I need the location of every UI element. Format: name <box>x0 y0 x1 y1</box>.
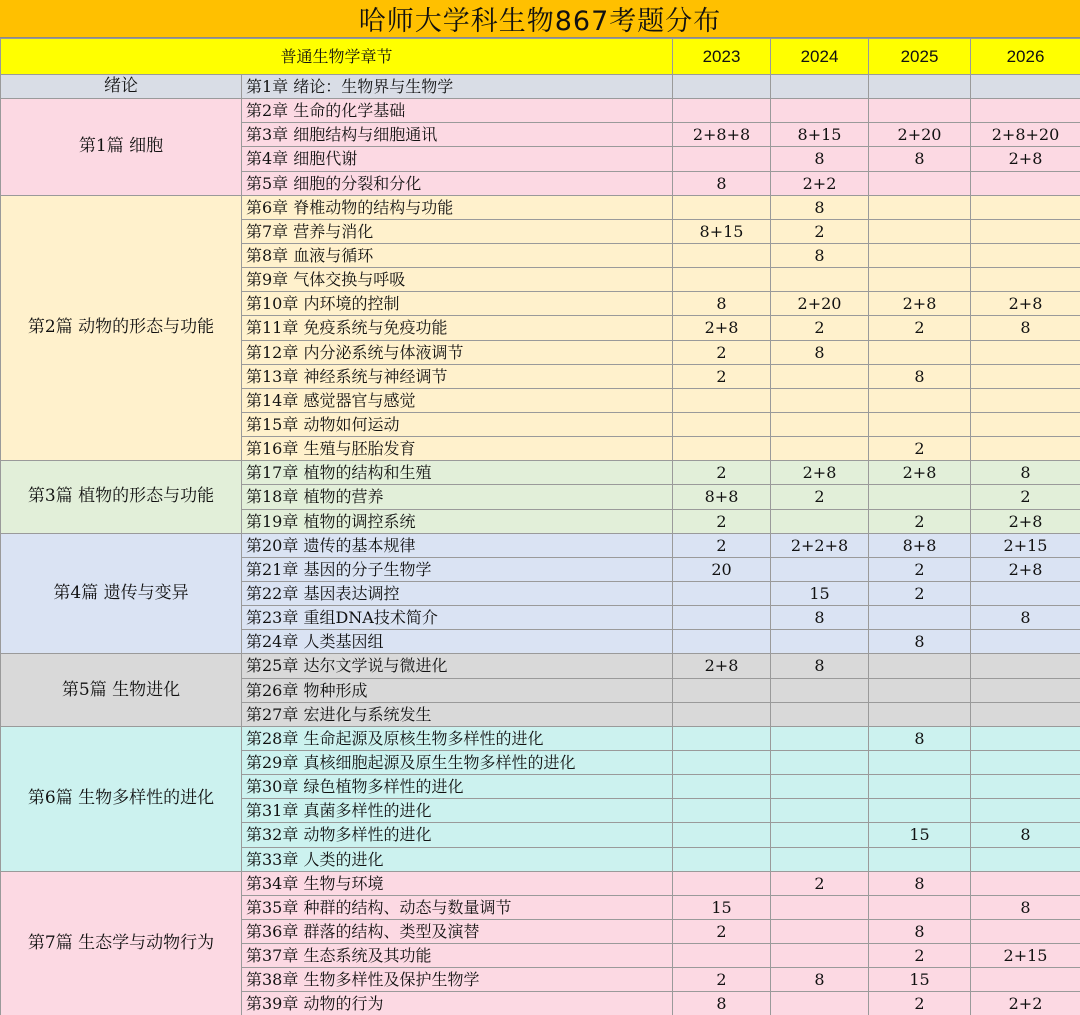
score-cell-2023 <box>673 99 771 123</box>
score-cell-2025 <box>869 388 971 412</box>
chapter-cell: 第25章 达尔文学说与微进化 <box>242 654 673 678</box>
score-cell-2025: 8 <box>869 630 971 654</box>
score-cell-2025: 2 <box>869 992 971 1015</box>
score-cell-2023 <box>673 147 771 171</box>
score-cell-2026 <box>971 678 1080 702</box>
score-cell-2026 <box>971 919 1080 943</box>
score-cell-2025: 2+8 <box>869 292 971 316</box>
score-cell-2026: 8 <box>971 461 1080 485</box>
score-cell-2024: 2+2 <box>771 171 869 195</box>
score-cell-2024 <box>771 895 869 919</box>
score-cell-2025: 8+8 <box>869 533 971 557</box>
score-cell-2024: 2 <box>771 871 869 895</box>
score-cell-2024: 8 <box>771 195 869 219</box>
score-cell-2023: 2+8 <box>673 654 771 678</box>
score-cell-2023 <box>673 195 771 219</box>
score-cell-2023 <box>673 243 771 267</box>
chapter-cell: 第2章 生命的化学基础 <box>242 99 673 123</box>
score-cell-2026 <box>971 75 1080 99</box>
part-name-cell: 第7篇 生态学与动物行为 <box>1 871 242 1015</box>
score-cell-2023 <box>673 581 771 605</box>
score-cell-2023: 2 <box>673 364 771 388</box>
score-cell-2025 <box>869 678 971 702</box>
score-cell-2023 <box>673 437 771 461</box>
score-cell-2026 <box>971 219 1080 243</box>
score-cell-2023 <box>673 944 771 968</box>
chapter-cell: 第19章 植物的调控系统 <box>242 509 673 533</box>
score-cell-2025: 8 <box>869 147 971 171</box>
score-cell-2023: 2 <box>673 461 771 485</box>
score-cell-2026 <box>971 799 1080 823</box>
score-cell-2025 <box>869 171 971 195</box>
table-row <box>1 871 1080 895</box>
score-cell-2026 <box>971 268 1080 292</box>
score-cell-2024: 8 <box>771 968 869 992</box>
table-row <box>1 75 1080 99</box>
chapter-cell: 第20章 遗传的基本规律 <box>242 533 673 557</box>
score-cell-2023 <box>673 799 771 823</box>
score-cell-2023: 2+8 <box>673 316 771 340</box>
score-cell-2023: 2+8+8 <box>673 123 771 147</box>
score-cell-2026: 2+8 <box>971 557 1080 581</box>
chapter-cell: 第16章 生殖与胚胎发育 <box>242 437 673 461</box>
score-cell-2024: 2+2+8 <box>771 533 869 557</box>
chapter-cell: 第3章 细胞结构与细胞通讯 <box>242 123 673 147</box>
score-cell-2025 <box>869 243 971 267</box>
chapter-cell: 第17章 植物的结构和生殖 <box>242 461 673 485</box>
part-name-cell: 第3篇 植物的形态与功能 <box>1 461 242 533</box>
score-cell-2023 <box>673 388 771 412</box>
chapter-cell: 第34章 生物与环境 <box>242 871 673 895</box>
chapter-cell: 第28章 生命起源及原核生物多样性的进化 <box>242 726 673 750</box>
score-cell-2025 <box>869 606 971 630</box>
chapter-cell: 第4章 细胞代谢 <box>242 147 673 171</box>
chapter-cell: 第9章 气体交换与呼吸 <box>242 268 673 292</box>
score-cell-2025: 2+8 <box>869 461 971 485</box>
score-cell-2025: 2 <box>869 944 971 968</box>
chapter-cell: 第24章 人类基因组 <box>242 630 673 654</box>
score-cell-2026: 2+8 <box>971 509 1080 533</box>
score-cell-2024 <box>771 944 869 968</box>
score-cell-2026 <box>971 581 1080 605</box>
score-cell-2024 <box>771 412 869 436</box>
score-cell-2026: 2+8 <box>971 147 1080 171</box>
score-cell-2023: 15 <box>673 895 771 919</box>
score-cell-2024: 8 <box>771 340 869 364</box>
score-cell-2023 <box>673 726 771 750</box>
score-cell-2025 <box>869 75 971 99</box>
year-header-2024: 2024 <box>771 39 869 75</box>
part-name-cell: 第4篇 遗传与变异 <box>1 533 242 654</box>
score-cell-2025: 8 <box>869 919 971 943</box>
score-cell-2023: 2 <box>673 533 771 557</box>
score-cell-2026: 2+2 <box>971 992 1080 1015</box>
chapter-cell: 第11章 免疫系统与免疫功能 <box>242 316 673 340</box>
score-cell-2025 <box>869 847 971 871</box>
score-cell-2026 <box>971 702 1080 726</box>
chapter-cell: 第38章 生物多样性及保护生物学 <box>242 968 673 992</box>
score-cell-2024 <box>771 750 869 774</box>
header-row <box>1 39 1080 75</box>
score-cell-2024 <box>771 388 869 412</box>
score-cell-2023: 2 <box>673 509 771 533</box>
score-cell-2025: 2+20 <box>869 123 971 147</box>
score-cell-2026: 8 <box>971 823 1080 847</box>
score-cell-2023: 2 <box>673 968 771 992</box>
score-cell-2025 <box>869 412 971 436</box>
score-cell-2026: 8 <box>971 895 1080 919</box>
score-cell-2025 <box>869 775 971 799</box>
score-cell-2026 <box>971 726 1080 750</box>
score-cell-2024 <box>771 364 869 388</box>
score-cell-2024 <box>771 775 869 799</box>
part-name-cell: 第1篇 细胞 <box>1 99 242 196</box>
chapter-cell: 第39章 动物的行为 <box>242 992 673 1015</box>
table-row <box>1 99 1080 123</box>
score-cell-2026 <box>971 388 1080 412</box>
score-cell-2025: 2 <box>869 437 971 461</box>
chapter-cell: 第29章 真核细胞起源及原生生物多样性的进化 <box>242 750 673 774</box>
chapter-cell: 第7章 营养与消化 <box>242 219 673 243</box>
score-cell-2025: 15 <box>869 968 971 992</box>
table-row <box>1 726 1080 750</box>
score-cell-2025: 8 <box>869 871 971 895</box>
score-cell-2024: 8+15 <box>771 123 869 147</box>
score-cell-2025: 2 <box>869 316 971 340</box>
score-cell-2026 <box>971 437 1080 461</box>
score-cell-2023 <box>673 412 771 436</box>
score-cell-2024: 15 <box>771 581 869 605</box>
chapter-cell: 第12章 内分泌系统与体液调节 <box>242 340 673 364</box>
table-body <box>1 75 1080 1015</box>
score-cell-2024 <box>771 99 869 123</box>
chapter-cell: 第23章 重组DNA技术简介 <box>242 606 673 630</box>
score-cell-2026 <box>971 99 1080 123</box>
chapter-cell: 第26章 物种形成 <box>242 678 673 702</box>
score-cell-2023: 8 <box>673 992 771 1015</box>
score-cell-2026: 8 <box>971 316 1080 340</box>
score-cell-2023: 8 <box>673 292 771 316</box>
score-cell-2024 <box>771 75 869 99</box>
score-cell-2026: 2+15 <box>971 944 1080 968</box>
score-cell-2026 <box>971 775 1080 799</box>
score-cell-2023 <box>673 606 771 630</box>
score-cell-2026 <box>971 412 1080 436</box>
chapter-cell: 第13章 神经系统与神经调节 <box>242 364 673 388</box>
score-cell-2025 <box>869 895 971 919</box>
score-cell-2026: 8 <box>971 606 1080 630</box>
score-cell-2023 <box>673 750 771 774</box>
score-cell-2023 <box>673 630 771 654</box>
chapter-cell: 第14章 感觉器官与感觉 <box>242 388 673 412</box>
chapter-cell: 第36章 群落的结构、类型及演替 <box>242 919 673 943</box>
part-name-cell: 绪论 <box>1 75 242 99</box>
score-cell-2025 <box>869 268 971 292</box>
score-cell-2025 <box>869 99 971 123</box>
chapter-cell: 第5章 细胞的分裂和分化 <box>242 171 673 195</box>
score-cell-2024: 8 <box>771 243 869 267</box>
score-cell-2025 <box>869 485 971 509</box>
score-cell-2025: 15 <box>869 823 971 847</box>
score-cell-2023 <box>673 75 771 99</box>
score-cell-2025 <box>869 654 971 678</box>
table-row <box>1 533 1080 557</box>
part-name-cell: 第6篇 生物多样性的进化 <box>1 726 242 871</box>
chapter-cell: 第6章 脊椎动物的结构与功能 <box>242 195 673 219</box>
score-cell-2024 <box>771 919 869 943</box>
score-cell-2026: 2 <box>971 485 1080 509</box>
score-cell-2025 <box>869 799 971 823</box>
score-cell-2026 <box>971 364 1080 388</box>
score-cell-2025 <box>869 195 971 219</box>
year-header-2026: 2026 <box>971 39 1080 75</box>
chapter-cell: 第8章 血液与循环 <box>242 243 673 267</box>
score-cell-2025: 2 <box>869 581 971 605</box>
chapter-header: 普通生物学章节 <box>1 39 673 75</box>
exam-distribution-table <box>0 38 1080 1015</box>
chapter-cell: 第21章 基因的分子生物学 <box>242 557 673 581</box>
page-title: 哈师大学科生物867考题分布 <box>0 0 1080 38</box>
score-cell-2023: 8+8 <box>673 485 771 509</box>
chapter-cell: 第22章 基因表达调控 <box>242 581 673 605</box>
score-cell-2026 <box>971 195 1080 219</box>
score-cell-2024 <box>771 437 869 461</box>
score-cell-2024 <box>771 992 869 1015</box>
score-cell-2025: 2 <box>869 557 971 581</box>
table-row <box>1 461 1080 485</box>
score-cell-2023 <box>673 871 771 895</box>
score-cell-2026 <box>971 243 1080 267</box>
score-cell-2024: 2 <box>771 485 869 509</box>
score-cell-2024: 2 <box>771 316 869 340</box>
score-cell-2024 <box>771 509 869 533</box>
score-cell-2024: 8 <box>771 147 869 171</box>
chapter-cell: 第32章 动物多样性的进化 <box>242 823 673 847</box>
score-cell-2023 <box>673 268 771 292</box>
score-cell-2024: 2+20 <box>771 292 869 316</box>
score-cell-2023: 2 <box>673 340 771 364</box>
score-cell-2024 <box>771 702 869 726</box>
score-cell-2023: 8 <box>673 171 771 195</box>
score-cell-2026 <box>971 340 1080 364</box>
score-cell-2026 <box>971 654 1080 678</box>
score-cell-2024: 8 <box>771 654 869 678</box>
table-row <box>1 654 1080 678</box>
score-cell-2025 <box>869 340 971 364</box>
chapter-cell: 第33章 人类的进化 <box>242 847 673 871</box>
score-cell-2025 <box>869 702 971 726</box>
score-cell-2026 <box>971 847 1080 871</box>
score-cell-2024 <box>771 678 869 702</box>
score-cell-2023 <box>673 823 771 847</box>
score-cell-2026 <box>971 871 1080 895</box>
score-cell-2023 <box>673 847 771 871</box>
score-cell-2024 <box>771 268 869 292</box>
chapter-cell: 第37章 生态系统及其功能 <box>242 944 673 968</box>
score-cell-2026: 2+15 <box>971 533 1080 557</box>
score-cell-2023: 2 <box>673 919 771 943</box>
chapter-cell: 第30章 绿色植物多样性的进化 <box>242 775 673 799</box>
year-header-2023: 2023 <box>673 39 771 75</box>
score-cell-2024 <box>771 557 869 581</box>
score-cell-2024: 8 <box>771 606 869 630</box>
score-cell-2024 <box>771 726 869 750</box>
score-cell-2026: 2+8+20 <box>971 123 1080 147</box>
score-cell-2023: 20 <box>673 557 771 581</box>
score-cell-2024 <box>771 823 869 847</box>
score-cell-2024 <box>771 799 869 823</box>
chapter-cell: 第35章 种群的结构、动态与数量调节 <box>242 895 673 919</box>
chapter-cell: 第10章 内环境的控制 <box>242 292 673 316</box>
score-cell-2023: 8+15 <box>673 219 771 243</box>
score-cell-2026 <box>971 630 1080 654</box>
chapter-cell: 第27章 宏进化与系统发生 <box>242 702 673 726</box>
score-cell-2024: 2+8 <box>771 461 869 485</box>
score-cell-2023 <box>673 702 771 726</box>
score-cell-2026 <box>971 750 1080 774</box>
score-cell-2026: 2+8 <box>971 292 1080 316</box>
part-name-cell: 第2篇 动物的形态与功能 <box>1 195 242 461</box>
score-cell-2023 <box>673 775 771 799</box>
chapter-cell: 第31章 真菌多样性的进化 <box>242 799 673 823</box>
score-cell-2024 <box>771 847 869 871</box>
score-cell-2025: 8 <box>869 364 971 388</box>
score-cell-2026 <box>971 171 1080 195</box>
score-cell-2026 <box>971 968 1080 992</box>
chapter-cell: 第15章 动物如何运动 <box>242 412 673 436</box>
score-cell-2023 <box>673 678 771 702</box>
part-name-cell: 第5篇 生物进化 <box>1 654 242 726</box>
score-cell-2024: 2 <box>771 219 869 243</box>
chapter-cell: 第18章 植物的营养 <box>242 485 673 509</box>
chapter-cell: 第1章 绪论：生物界与生物学 <box>242 75 673 99</box>
score-cell-2025: 2 <box>869 509 971 533</box>
year-header-2025: 2025 <box>869 39 971 75</box>
table-row <box>1 195 1080 219</box>
score-cell-2024 <box>771 630 869 654</box>
score-cell-2025 <box>869 219 971 243</box>
score-cell-2025: 8 <box>869 726 971 750</box>
score-cell-2025 <box>869 750 971 774</box>
